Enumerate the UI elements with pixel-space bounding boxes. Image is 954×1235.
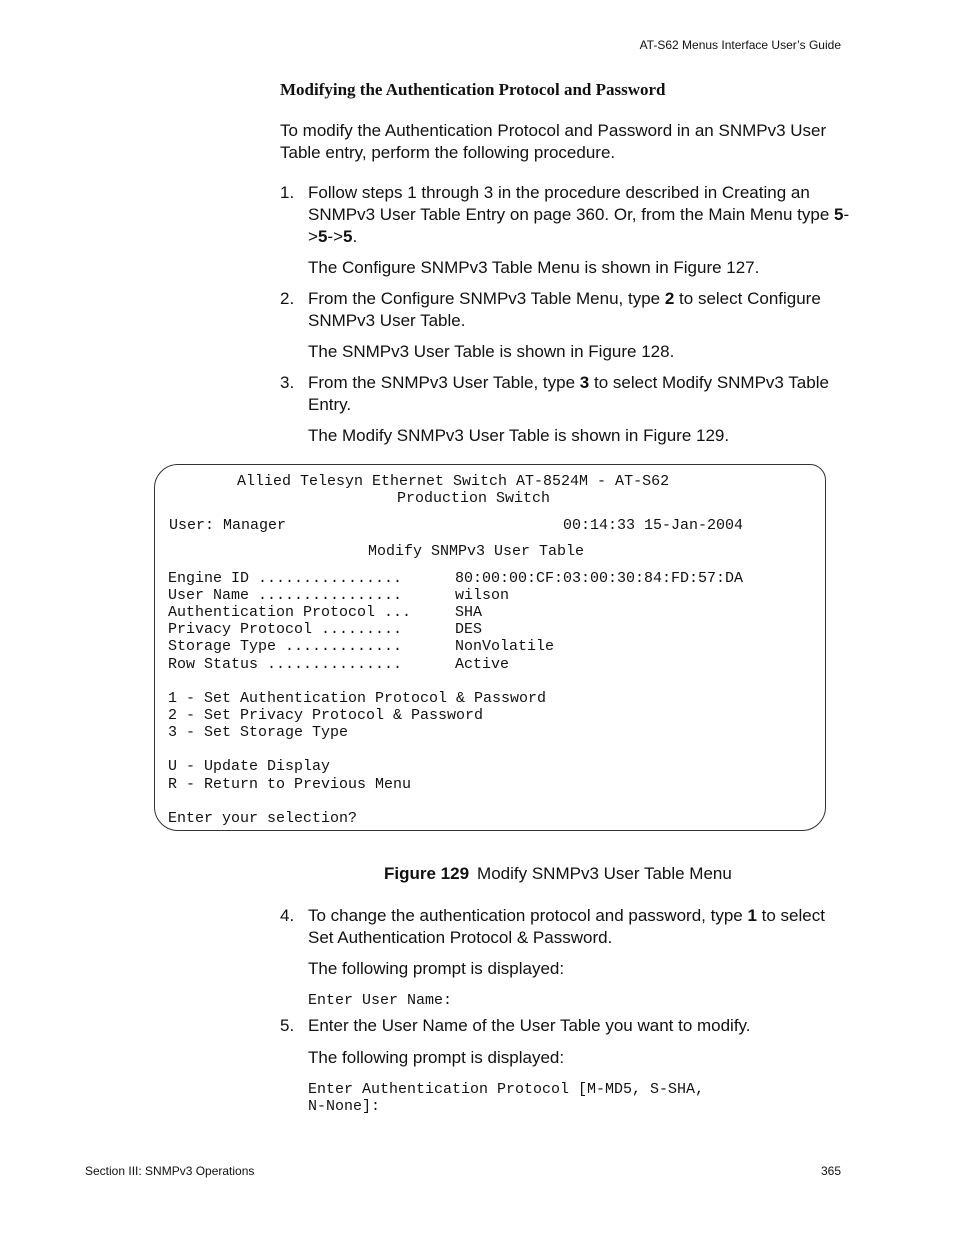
field-label-row-status: Row Status ............... <box>168 656 403 673</box>
key-bold: 5 <box>317 227 328 246</box>
field-label-storage-type: Storage Type ............. <box>168 638 403 655</box>
figure-caption-text: Modify SNMPv3 User Table Menu <box>477 864 732 883</box>
step-1-result: The Configure SNMPv3 Table Menu is shown in Figure 127. <box>308 258 760 277</box>
page-number: 365 <box>820 1164 841 1178</box>
step-5-result: The following prompt is displayed: <box>308 1048 565 1067</box>
step-4 <box>280 905 850 949</box>
step-text <box>308 182 850 248</box>
field-label-privacy-protocol: Privacy Protocol ......... <box>168 621 403 638</box>
section-title: Modifying the Authentication Protocol and Password <box>280 80 666 99</box>
step-number: 1. <box>280 183 295 202</box>
step-text-part: From the Configure SNMPv3 Table Menu, type <box>308 289 665 308</box>
figure-label: Figure 129 <box>384 864 470 883</box>
separator: -> <box>327 227 343 246</box>
field-value-privacy-protocol: DES <box>455 621 483 638</box>
step-text-part: to select Modify SNMPv3 Table Entry. <box>308 373 829 414</box>
key-bold: 2 <box>664 289 675 308</box>
step-2 <box>280 288 850 332</box>
step-text-part: To change the authentication protocol and password, type <box>308 906 748 925</box>
terminal-screen <box>154 464 826 831</box>
field-label-user-name: User Name ................ <box>168 587 403 604</box>
running-header: AT-S62 Menus Interface User’s Guide <box>639 38 841 52</box>
menu-option-update: U - Update Display <box>168 758 331 775</box>
field-value-row-status: Active <box>455 656 510 673</box>
field-value-storage-type: NonVolatile <box>455 638 555 655</box>
step-number: 2. <box>280 289 295 308</box>
separator: -> <box>308 205 850 246</box>
terminal-prompt: Enter your selection? <box>168 810 358 827</box>
step-1 <box>280 182 850 248</box>
terminal-datetime: 00:14:33 15-Jan-2004 <box>563 517 744 534</box>
terminal-title-line2: Production Switch <box>397 490 551 507</box>
key-bold: 5 <box>834 205 844 224</box>
step-5-prompt-line1: Enter Authentication Protocol [M-MD5, S-SHA, <box>308 1081 705 1098</box>
field-label-auth-protocol: Authentication Protocol ... <box>168 604 412 621</box>
step-text-part: Follow steps 1 through 3 in the procedure described in Creating an SNMPv3 User Table Entry on page 360. Or, from the Main Menu type <box>308 183 834 224</box>
step-3 <box>280 372 850 416</box>
step-text <box>308 288 850 332</box>
menu-option-2: 2 - Set Privacy Protocol & Password <box>168 707 484 724</box>
key-bold: 1 <box>747 906 757 925</box>
terminal-title-line1: Allied Telesyn Ethernet Switch AT-8524M - AT-S62 <box>237 473 670 490</box>
field-value-engine-id: 80:00:00:CF:03:00:30:84:FD:57:DA <box>455 570 744 587</box>
terminal-menu-title: Modify SNMPv3 User Table <box>368 543 585 560</box>
field-value-auth-protocol: SHA <box>455 604 483 621</box>
step-5 <box>280 1015 850 1037</box>
step-2-result: The SNMPv3 User Table is shown in Figure 128. <box>308 342 675 361</box>
menu-option-1: 1 - Set Authentication Protocol & Password <box>168 690 547 707</box>
step-number: 5. <box>280 1016 295 1035</box>
key-bold: 5 <box>343 227 353 246</box>
figure-caption <box>384 864 732 884</box>
step-text-part: to select Configure SNMPv3 User Table. <box>308 289 821 330</box>
step-number: 4. <box>280 906 295 925</box>
footer-section: Section III: SNMPv3 Operations <box>85 1164 255 1178</box>
step-text <box>308 905 850 949</box>
step-text: Enter the User Name of the User Table you want to modify. <box>308 1016 751 1035</box>
step-text-end: . <box>352 227 358 246</box>
step-text <box>308 372 850 416</box>
step-text-part: to select Set Authentication Protocol & Password. <box>308 906 825 947</box>
menu-option-return: R - Return to Previous Menu <box>168 776 412 793</box>
field-label-engine-id: Engine ID ................ <box>168 570 403 587</box>
step-4-prompt: Enter User Name: <box>308 992 453 1009</box>
step-3-result: The Modify SNMPv3 User Table is shown in Figure 129. <box>308 426 730 445</box>
menu-option-3: 3 - Set Storage Type <box>168 724 349 741</box>
key-bold: 3 <box>579 373 590 392</box>
terminal-user: User: Manager <box>169 517 287 534</box>
step-4-result: The following prompt is displayed: <box>308 959 565 978</box>
step-number: 3. <box>280 373 295 392</box>
intro-paragraph: To modify the Authentication Protocol and Password in an SNMPv3 User Table entry, perform the following procedure. <box>280 121 827 162</box>
field-value-user-name: wilson <box>455 587 510 604</box>
step-text-part: From the SNMPv3 User Table, type <box>308 373 580 392</box>
step-5-prompt-line2: N-None]: <box>308 1098 381 1115</box>
